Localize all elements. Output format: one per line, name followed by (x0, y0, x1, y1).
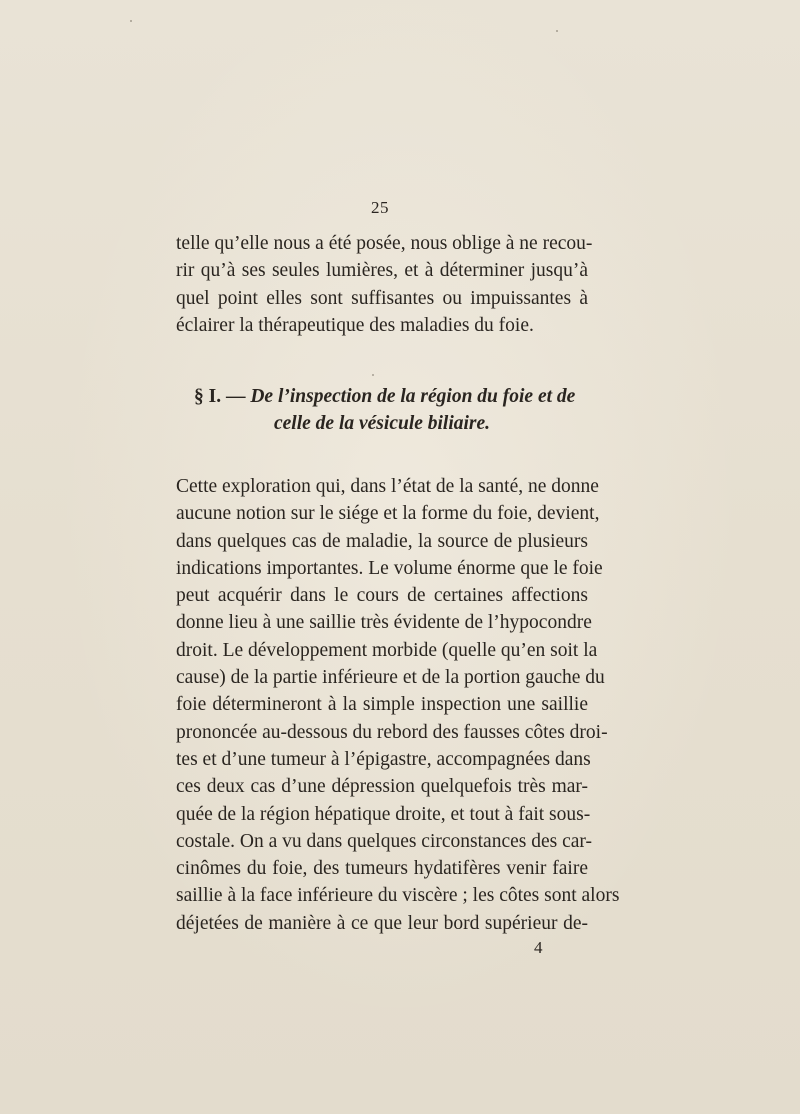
text-line: déjetées de manière à ce que leur bord supérieur de- (176, 912, 588, 934)
paragraph-body (176, 473, 620, 937)
section-heading (176, 383, 588, 437)
paper-speck (556, 30, 558, 32)
section-title-part-1: De l’inspection de la région du foie et de (250, 386, 576, 407)
text-line: foie détermineront à la simple inspection une saillie (176, 694, 588, 716)
text-line: donne lieu à une saillie très évidente de l’hypocondre (176, 612, 592, 634)
section-mark: § I. — (194, 386, 246, 407)
text-line: droit. Le développement morbide (quelle qu’en soit la (176, 639, 598, 661)
text-line: quel point elles sont suffisantes ou impuissantes à (176, 287, 588, 309)
paper-speck (372, 374, 374, 376)
text-line: prononcée au-dessous du rebord des fausses côtes droi- (176, 721, 608, 743)
text-line: tes et d’une tumeur à l’épigastre, accompagnées dans (176, 748, 591, 770)
text-line: peut acquérir dans le cours de certaines affections (176, 585, 588, 607)
section-heading-line-1 (176, 383, 588, 410)
text-line: costale. On a vu dans quelques circonstances des car- (176, 830, 592, 852)
text-line: dans quelques cas de maladie, la source de plusieurs (176, 530, 588, 552)
text-line: cause) de la partie inférieure et de la portion gauche du (176, 667, 605, 689)
signature-mark: 4 (534, 938, 543, 957)
text-line: quée de la région hépatique droite, et tout à fait sous- (176, 803, 591, 825)
text-line: rir qu’à ses seules lumières, et à déterminer jusqu’à (176, 260, 588, 282)
paragraph-intro (176, 230, 593, 339)
section-title-part-2: celle de la vésicule biliaire. (274, 413, 491, 434)
text-line: saillie à la face inférieure du viscère ; les côtes sont alors (176, 885, 620, 907)
paper-speck (130, 20, 132, 22)
text-line: aucune notion sur le siége et la forme du foie, devient, (176, 503, 600, 525)
text-line: telle qu’elle nous a été posée, nous oblige à ne recou- (176, 233, 593, 254)
text-line: indications importantes. Le volume énorme que le foie (176, 557, 603, 579)
text-line: Cette exploration qui, dans l’état de la santé, ne donne (176, 476, 599, 497)
text-line: ces deux cas d’une dépression quelquefois très mar- (176, 776, 588, 798)
text-line: éclairer la thérapeutique des maladies du foie. (176, 314, 534, 336)
text-line: cinômes du foie, des tumeurs hydatifères venir faire (176, 858, 588, 880)
page-number: 25 (371, 198, 389, 217)
